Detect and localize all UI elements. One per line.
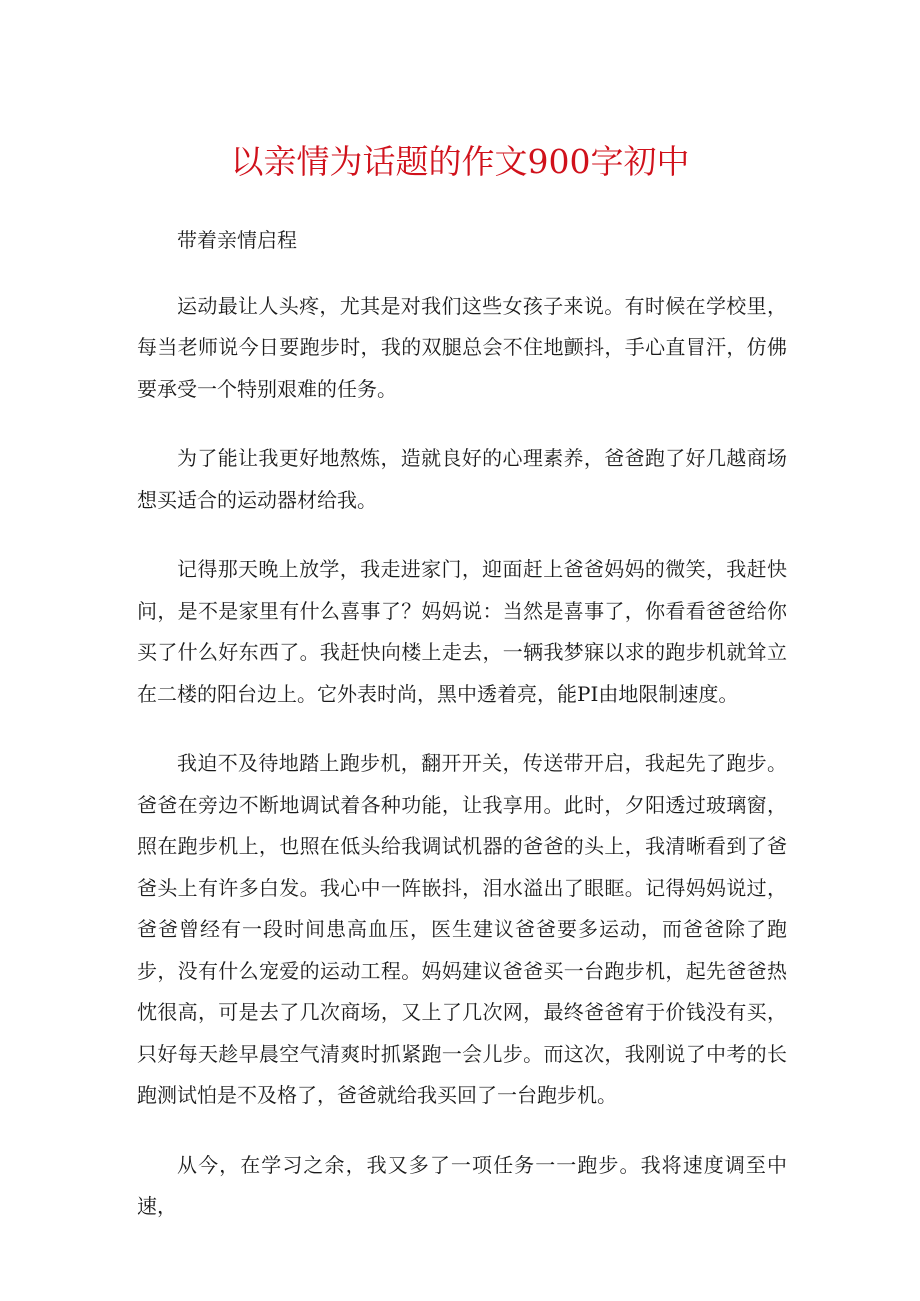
paragraph: 运动最让人头疼，尤其是对我们这些女孩子来说。有时候在学校里，每当老师说今日要跑步时，我的双腿总会不住地颤抖，手心直冒汗，仿佛要承受一个特别艰难的任务。 — [137, 293, 787, 401]
paragraph: 从今，在学习之余，我又多了一项任务一一跑步。我将速度调至中速， — [137, 1152, 787, 1218]
document-body — [137, 220, 787, 1256]
paragraph: 记得那天晚上放学，我走进家门，迎面赶上爸爸妈妈的微笑，我赶快问，是不是家里有什么喜事了？妈妈说：当然是喜事了，你看看爸爸给你买了什么好东西了。我赶快向楼上走去，一辆我梦寐以求的跑步机就耸立在二楼的阳台边上。它外表时尚，黑中透着亮，能PI由地限制速度。 — [137, 557, 787, 706]
paragraph: 我迫不及待地踏上跑步机，翻开开关，传送带开启，我起先了跑步。爸爸在旁边不断地调试着各种功能，让我享用。此时，夕阳透过玻璃窗，照在跑步机上，也照在低头给我调试机器的爸爸的头上，我清晰看到了爸爸头上有许多白发。我心中一阵嵌抖，泪水溢出了眼眶。记得妈妈说过，爸爸曾经有一段时间患高血压，医生建议爸爸要多运动，而爸爸除了跑步，没有什么宠爱的运动工程。妈妈建议爸爸买一台跑步机，起先爸爸热忱很高，可是去了几次商场，又上了几次网，最终爸爸宥于价钱没有买，只好每天趁早晨空气清爽时抓紧跑一会儿步。而这次，我刚说了中考的长跑测试怕是不及格了，爸爸就给我买回了一台跑步机。 — [137, 751, 787, 1107]
paragraph: 为了能让我更好地熬炼，造就良好的心理素养，爸爸跑了好几越商场想买适合的运动器材给我。 — [137, 446, 787, 512]
document-title: 以亲情为话题的作文900字初中 — [230, 142, 690, 181]
section-heading: 带着亲情启程 — [177, 228, 297, 252]
